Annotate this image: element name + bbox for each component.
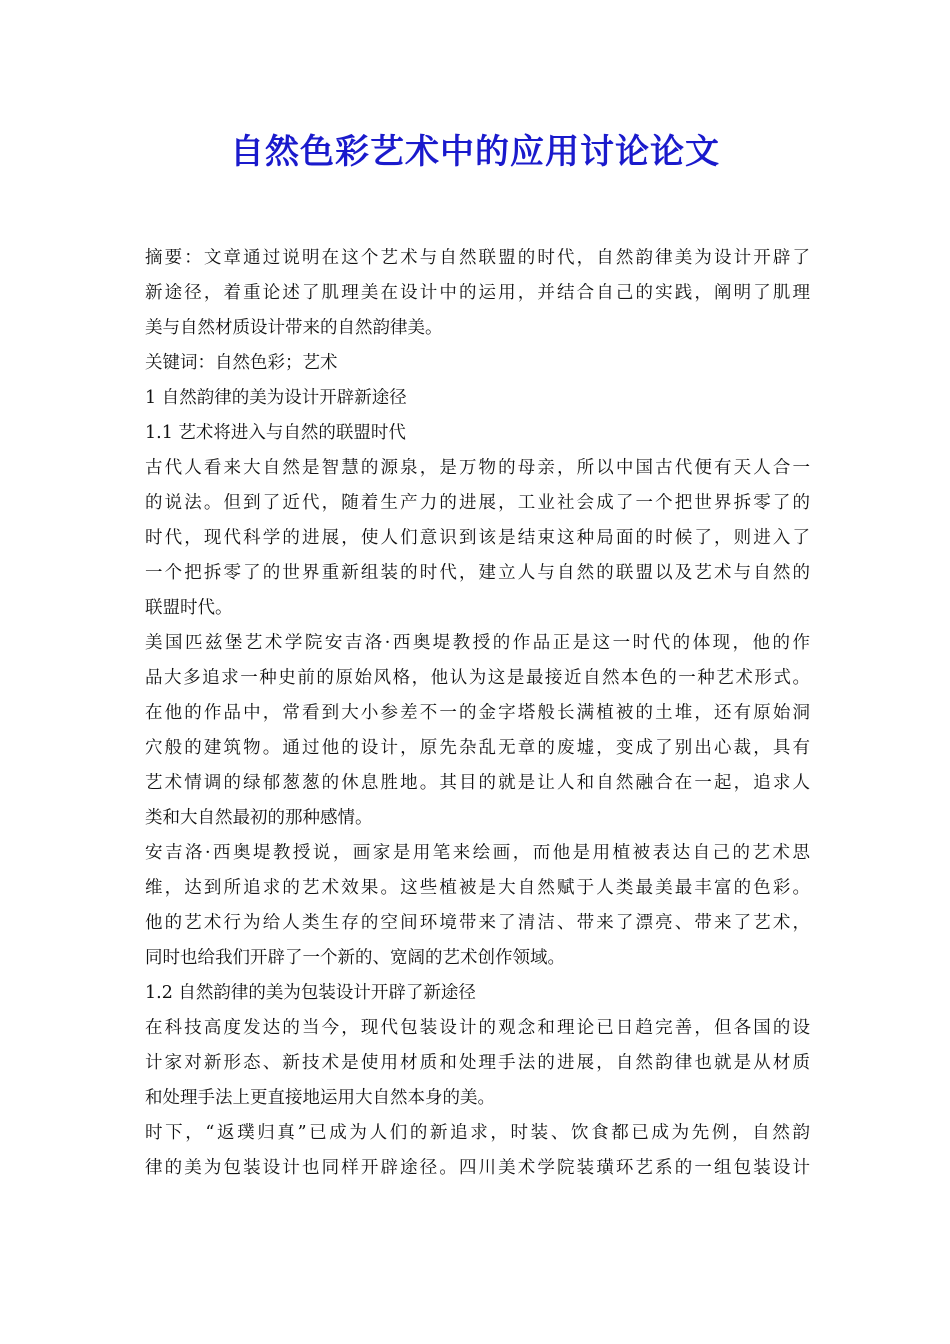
text-line: 品大多追求一种史前的原始风格，他认为这是最接近自然本色的一种艺术形式。 [145, 668, 810, 688]
text-line: 艺术情调的绿郁葱葱的休息胜地。其目的就是让人和自然融合在一起，追求人 [145, 773, 810, 793]
text-line: 他的艺术行为给人类生存的空间环境带来了清洁、带来了漂亮、带来了艺术， [145, 913, 810, 933]
text-line: 穴般的建筑物。通过他的设计，原先杂乱无章的废墟，变成了别出心裁，具有 [145, 738, 810, 758]
body-paragraph [145, 626, 810, 836]
text-line: 美国匹兹堡艺术学院安吉洛·西奥堤教授的作品正是这一时代的体现，他的作 [145, 633, 810, 653]
subsection-heading: 1.1 艺术将进入与自然的联盟时代 [145, 423, 406, 443]
text-line: 维，达到所追求的艺术效果。这些植被是大自然赋于人类最美最丰富的色彩。 [145, 878, 810, 898]
text-line: 美与自然材质设计带来的自然韵律美。 [145, 318, 443, 338]
document-title: 自然色彩艺术中的应用讨论论文 [230, 132, 720, 172]
section-heading: 1 自然韵律的美为设计开辟新途径 [145, 388, 407, 408]
body-paragraph [145, 836, 810, 976]
text-line: 在他的作品中，常看到大小参差不一的金字塔般长满植被的土堆，还有原始洞 [145, 703, 810, 723]
text-line: 的说法。但到了近代，随着生产力的进展，工业社会成了一个把世界拆零了的 [145, 493, 810, 513]
text-line: 计家对新形态、新技术是使用材质和处理手法的进展，自然韵律也就是从材质 [145, 1053, 810, 1073]
keywords-line: 关键词：自然色彩；艺术 [145, 353, 338, 373]
text-line: 新途径，着重论述了肌理美在设计中的运用，并结合自己的实践，阐明了肌理 [145, 283, 810, 303]
text-line: 联盟时代。 [145, 598, 233, 618]
text-line: 和处理手法上更直接地运用大自然本身的美。 [145, 1088, 495, 1108]
text-line: 在科技高度发达的当今，现代包装设计的观念和理论已日趋完善，但各国的设 [145, 1018, 810, 1038]
document-body [145, 241, 810, 1186]
body-paragraph [145, 451, 810, 626]
subsection-heading: 1.2 自然韵律的美为包装设计开辟了新途径 [145, 983, 476, 1003]
text-line: 古代人看来大自然是智慧的源泉，是万物的母亲，所以中国古代便有天人合一 [145, 458, 810, 478]
text-line: 时下，“返璞归真”已成为人们的新追求，时装、饮食都已成为先例，自然韵 [145, 1123, 810, 1143]
text-line: 摘要：文章通过说明在这个艺术与自然联盟的时代，自然韵律美为设计开辟了 [145, 248, 810, 268]
body-paragraph [145, 1116, 810, 1186]
text-line: 一个把拆零了的世界重新组装的时代，建立人与自然的联盟以及艺术与自然的 [145, 563, 810, 583]
body-paragraph [145, 1011, 810, 1116]
text-line: 类和大自然最初的那种感情。 [145, 808, 373, 828]
text-line: 同时也给我们开辟了一个新的、宽阔的艺术创作领域。 [145, 948, 565, 968]
text-line: 时代，现代科学的进展，使人们意识到该是结束这种局面的时候了，则进入了 [145, 528, 810, 548]
text-line: 律的美为包装设计也同样开辟途径。四川美术学院装璜环艺系的一组包装设计 [145, 1158, 810, 1178]
abstract-paragraph [145, 241, 810, 346]
text-line: 安吉洛·西奥堤教授说，画家是用笔来绘画，而他是用植被表达自己的艺术思 [145, 843, 810, 863]
